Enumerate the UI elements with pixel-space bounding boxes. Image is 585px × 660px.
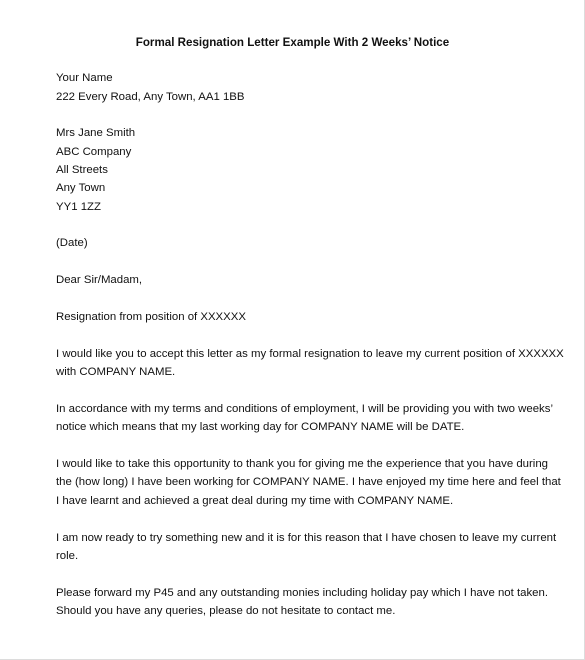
recipient-street: All Streets [56, 164, 108, 176]
sender-name: Your Name [56, 72, 113, 84]
paragraph-3-line-1: I would like to take this opportunity to thank you for giving me the experience that you have during [56, 458, 548, 470]
letter-date: (Date) [56, 237, 88, 249]
recipient-name: Mrs Jane Smith [56, 127, 136, 139]
recipient-town: Any Town [56, 182, 106, 194]
sender-address: 222 Every Road, Any Town, AA1 1BB [56, 91, 245, 103]
paragraph-4-line-1: I am now ready to try something new and it is for this reason that I have chosen to leave my current [56, 532, 557, 544]
paragraph-1-line-2: with COMPANY NAME. [56, 366, 176, 378]
paragraph-4-line-2: role. [56, 550, 79, 562]
paragraph-2-line-1: In accordance with my terms and conditions of employment, I will be providing you with two weeks’ [56, 403, 553, 415]
salutation: Dear Sir/Madam, [56, 274, 143, 286]
recipient-company: ABC Company [56, 146, 132, 158]
paragraph-3-line-3: I have learnt and achieved a great deal during my time with COMPANY NAME. [56, 495, 454, 507]
paragraph-3-line-2: the (how long) I have been working for COMPANY NAME. I have enjoyed my time here and feel that [56, 476, 561, 488]
document-title: Formal Resignation Letter Example With 2 Weeks’ Notice [135, 36, 450, 49]
subject-line: Resignation from position of XXXXXX [56, 311, 246, 323]
paragraph-2-line-2: notice which means that my last working day for COMPANY NAME will be DATE. [56, 421, 465, 433]
recipient-postcode: YY1 1ZZ [56, 201, 101, 213]
paragraph-5-line-2: Should you have any queries, please do not hesitate to contact me. [56, 605, 396, 617]
paragraph-1-line-1: I would like you to accept this letter as my formal resignation to leave my current position of XXXXXX [56, 348, 564, 360]
paragraph-5-line-1: Please forward my P45 and any outstanding monies including holiday pay which I have not taken. [56, 587, 548, 599]
